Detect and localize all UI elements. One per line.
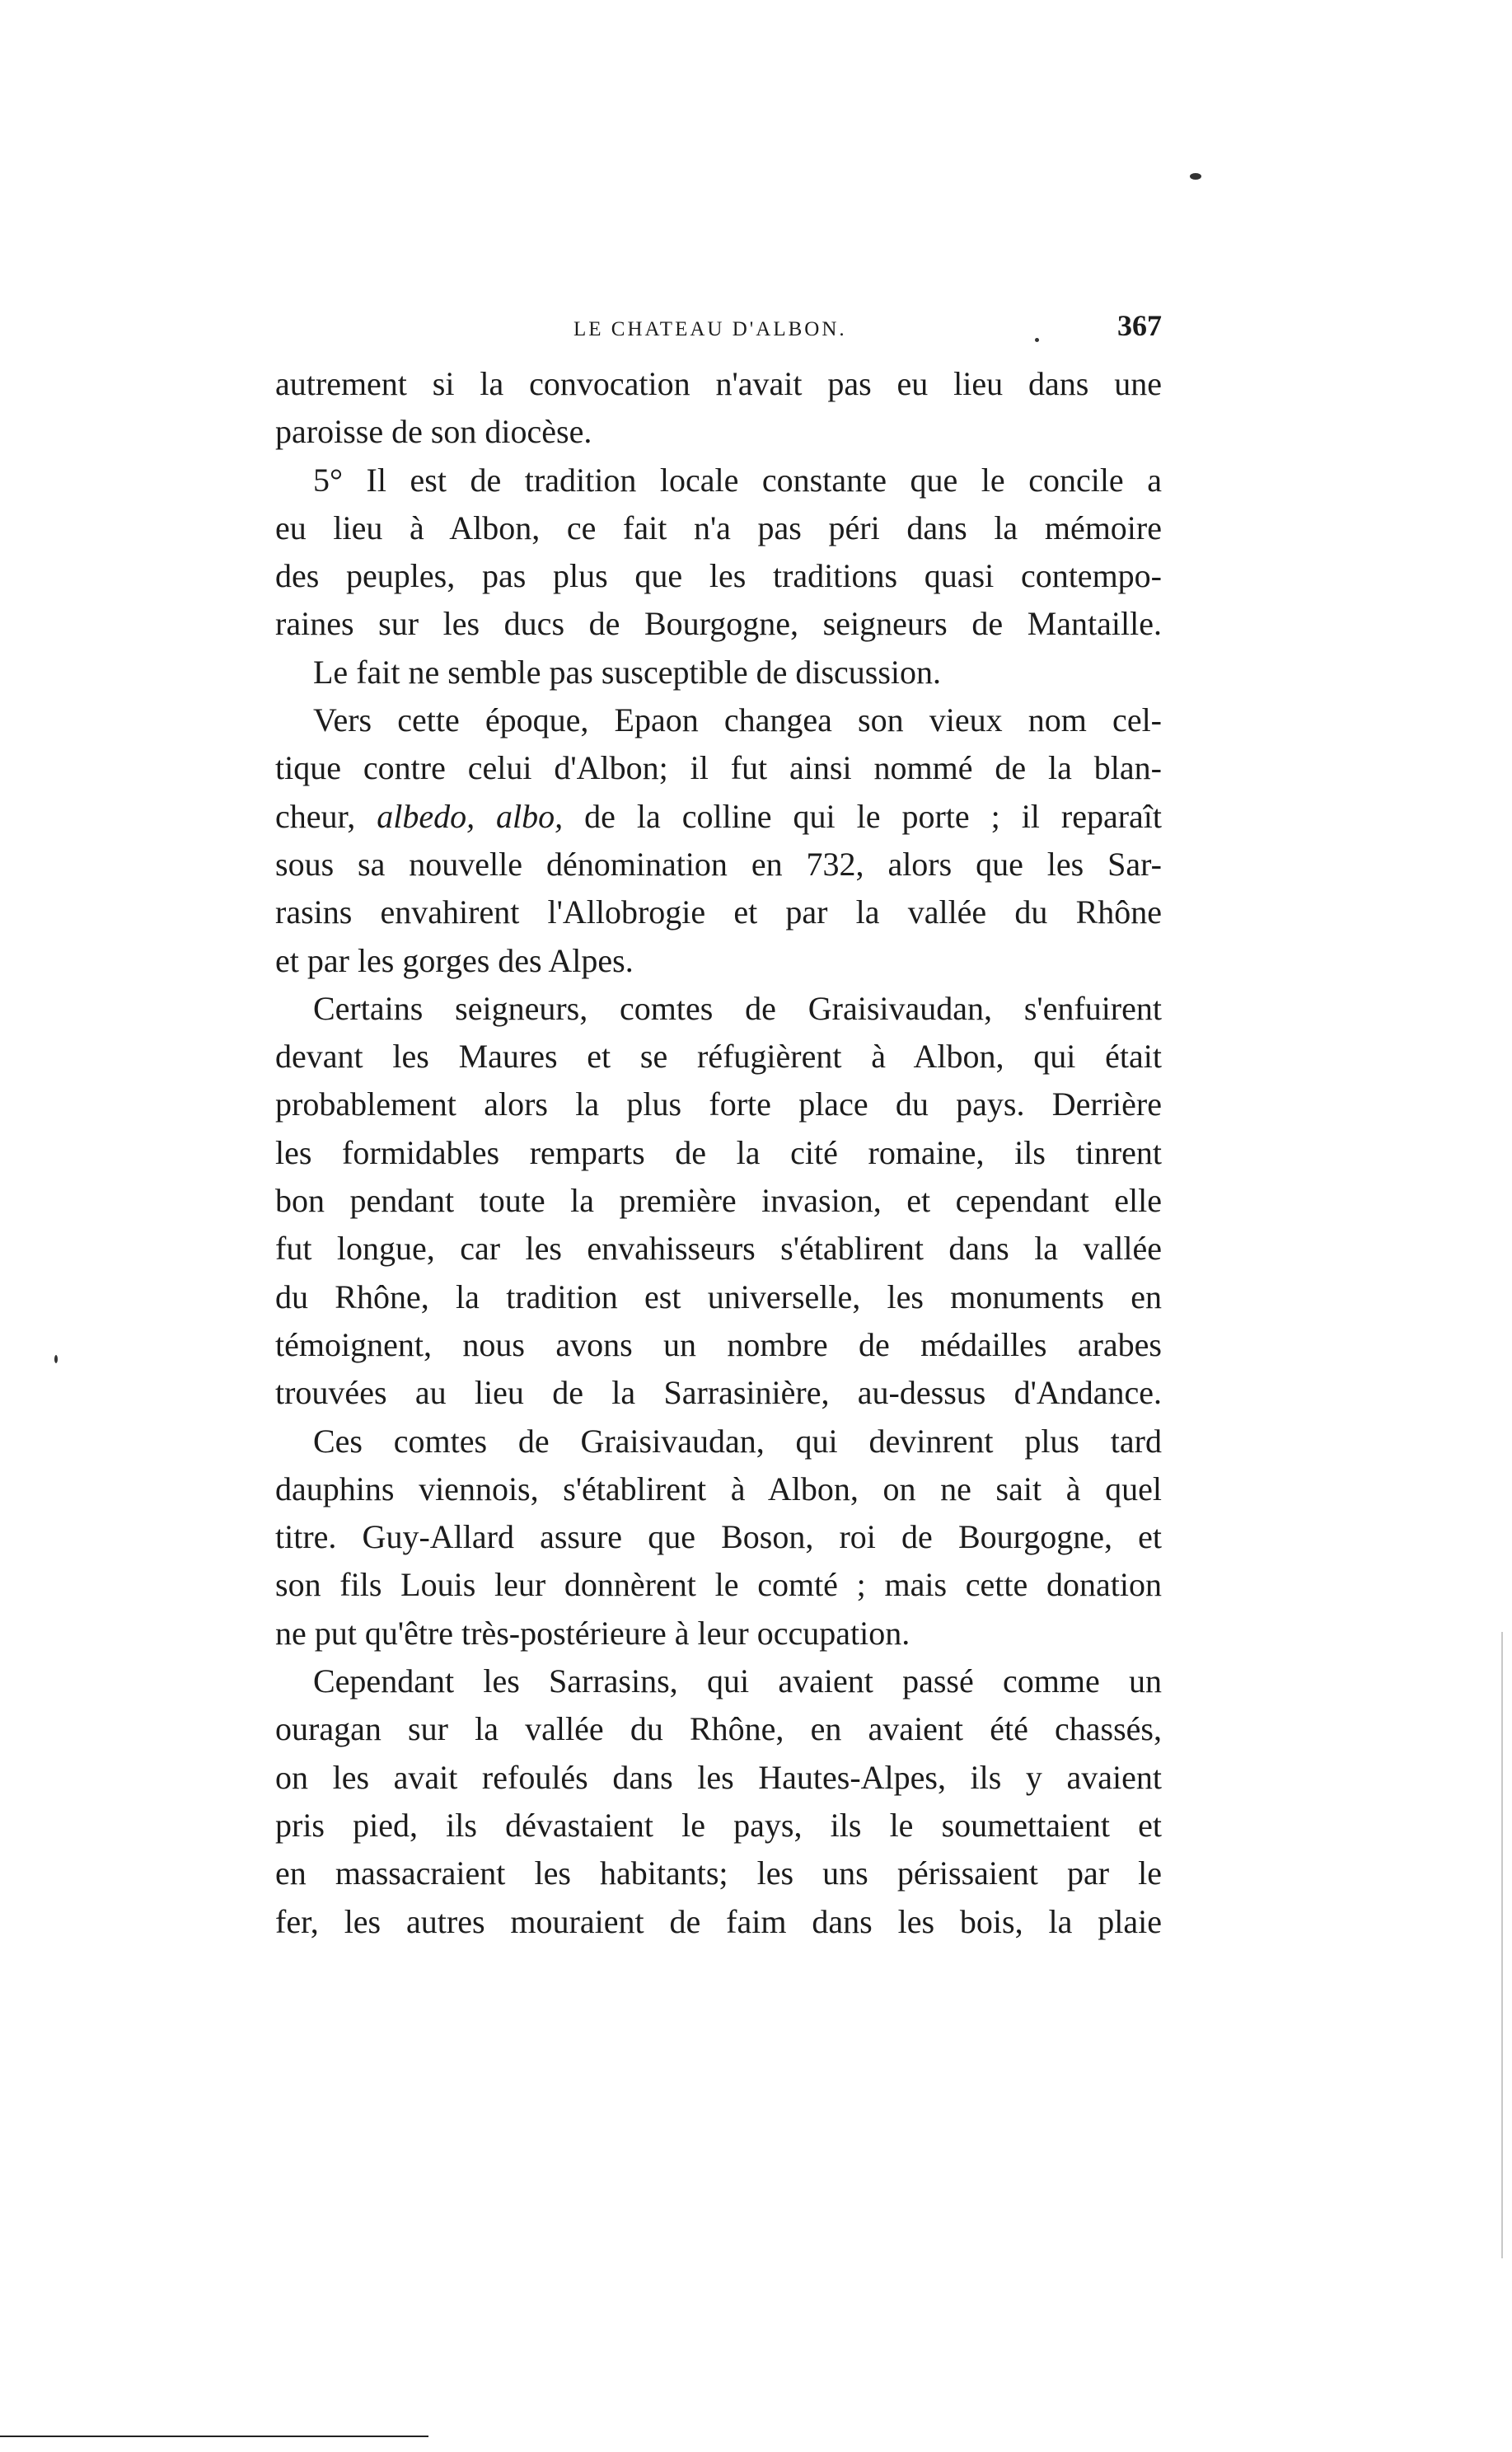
text-line-15: devant les Maures et se réfugièrent à Albon, qui était: [275, 1038, 1162, 1076]
scan-speck-top-right: [1190, 173, 1201, 180]
scan-edge-line: [1501, 1632, 1503, 2258]
scan-speck-header: [1035, 338, 1039, 342]
text-line-1: autrement si la convocation n'avait pas eu lieu dans une: [275, 365, 1162, 402]
text-line-10-start: cheur,: [275, 797, 356, 835]
text-line-22: trouvées au lieu de la Sarrasinière, au-dessus d'Andance.: [275, 1374, 1162, 1412]
text-line-10: [275, 793, 1162, 841]
text-line-27: ne put qu'être très-postérieure à leur occupation.: [275, 1614, 910, 1652]
running-title: LE CHATEAU D'ALBON.: [573, 318, 847, 340]
scan-bottom-rule: [0, 2436, 428, 2437]
text-line-31: pris pied, ils dévastaient le pays, ils le soumettaient et: [275, 1806, 1162, 1844]
text-line-5: des peuples, pas plus que les traditions quasi contempo-: [275, 557, 1162, 595]
text-line-6: raines sur les ducs de Bourgogne, seigneurs de Mantaille.: [275, 605, 1162, 643]
text-line-11: sous sa nouvelle dénomination en 732, alors que les Sar-: [275, 845, 1162, 883]
body-text: [275, 360, 1162, 1946]
text-line-20: du Rhône, la tradition est universelle, les monuments en: [275, 1278, 1162, 1315]
text-line-24: dauphins viennois, s'établirent à Albon, on ne sait à quel: [275, 1470, 1162, 1507]
text-line-26: son fils Louis leur donnèrent le comté ; mais cette donation: [275, 1566, 1162, 1604]
text-line-10-italic: albedo, albo,: [377, 797, 564, 835]
text-line-30: on les avait refoulés dans les Hautes-Alpes, ils y avaient: [275, 1758, 1162, 1796]
text-line-21: témoignent, nous avons un nombre de médailles arabes: [275, 1325, 1162, 1363]
text-line-18: bon pendant toute la première invasion, et cependant elle: [275, 1182, 1162, 1220]
text-line-12: rasins envahirent l'Allobrogie et par la vallée du Rhône: [275, 893, 1162, 931]
text-line-7: Le fait ne semble pas susceptible de discussion.: [313, 653, 942, 691]
running-head: [272, 303, 1162, 349]
text-line-25: titre. Guy-Allard assure que Boson, roi de Bourgogne, et: [275, 1518, 1162, 1556]
text-line-4: eu lieu à Albon, ce fait n'a pas péri dans la mémoire: [275, 509, 1162, 546]
text-line-3: 5° Il est de tradition locale constante que le concile a: [313, 461, 1162, 499]
text-line-29: ouragan sur la vallée du Rhône, en avaient été chassés,: [275, 1710, 1162, 1748]
text-line-23: Ces comtes de Graisivaudan, qui devinrent plus tard: [313, 1422, 1162, 1460]
text-line-9: tique contre celui d'Albon; il fut ainsi nommé de la blan-: [275, 749, 1162, 787]
text-line-2: paroisse de son diocèse.: [275, 413, 592, 451]
page-number: 367: [1117, 309, 1162, 342]
text-line-19: fut longue, car les envahisseurs s'établirent dans la vallée: [275, 1230, 1162, 1268]
text-line-14: Certains seigneurs, comtes de Graisivaudan, s'enfuirent: [313, 989, 1162, 1027]
text-line-10-end: de la colline qui le porte ; il reparaît: [584, 797, 1163, 835]
scan-speck-left-margin: [54, 1355, 58, 1363]
text-line-32: en massacraient les habitants; les uns périssaient par le: [275, 1854, 1162, 1892]
text-line-13: et par les gorges des Alpes.: [275, 941, 634, 979]
text-line-8: Vers cette époque, Epaon changea son vieux nom cel-: [313, 701, 1162, 739]
text-line-33: fer, les autres mouraient de faim dans les bois, la plaie: [275, 1902, 1162, 1940]
text-line-28: Cependant les Sarrasins, qui avaient passé comme un: [313, 1662, 1162, 1700]
text-line-16: probablement alors la plus forte place du pays. Derrière: [275, 1085, 1162, 1123]
text-line-17: les formidables remparts de la cité romaine, ils tinrent: [275, 1133, 1162, 1171]
